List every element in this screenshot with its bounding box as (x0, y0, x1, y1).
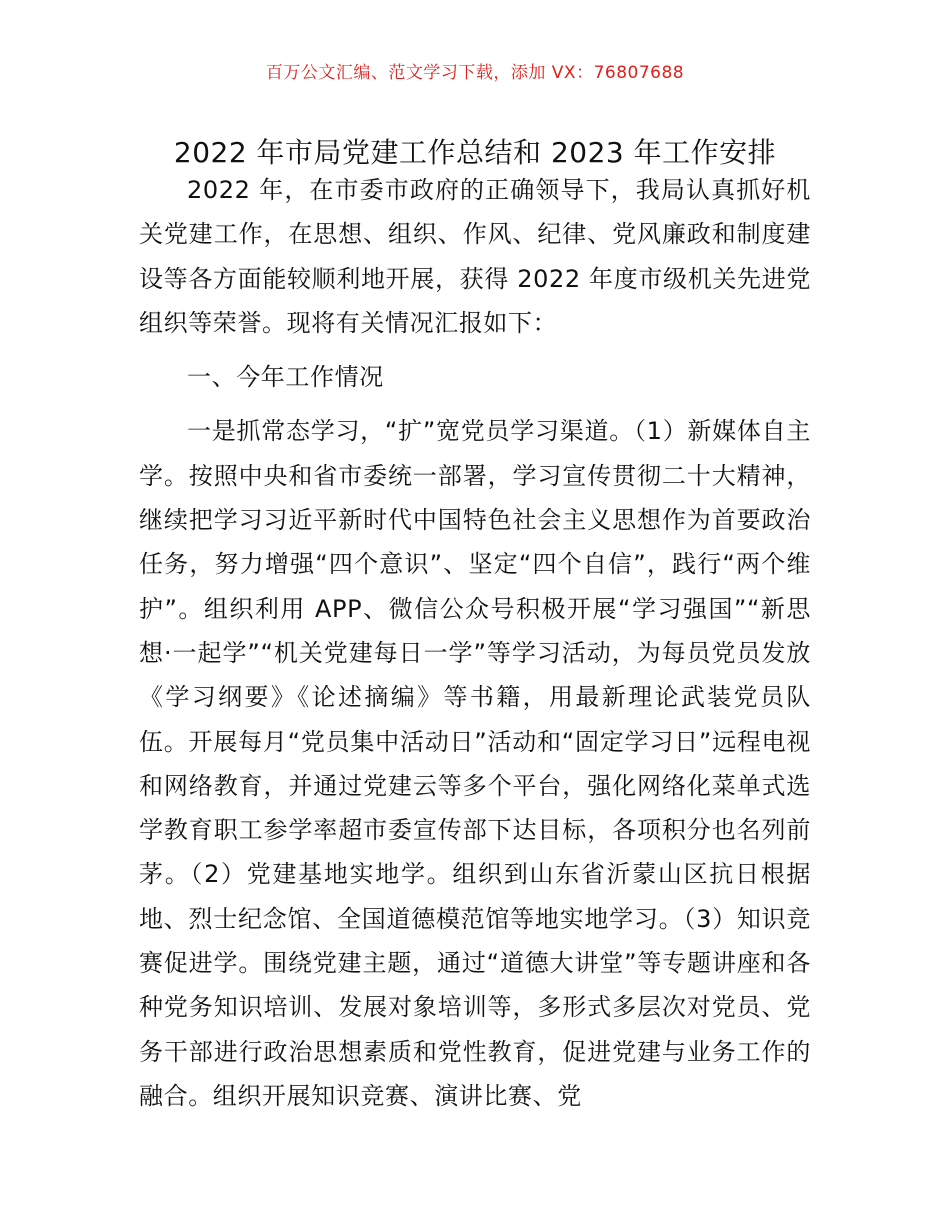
document-title: 2022 年市局党建工作总结和 2023 年工作安排 (173, 135, 777, 169)
section-heading: 一、今年工作情况 (187, 363, 384, 392)
promo-header-note: 百万公文汇编、范文学习下载，添加 VX：76807688 (265, 63, 685, 83)
document-body (139, 168, 811, 1118)
intro-paragraph: 2022 年，在市委市政府的正确领导下，我局认真抓好机关党建工作，在思想、组织、作风、纪律、党风廉政和制度建设等各方面能较顺利地开展，获得 2022 年度市级机关先进党组织等荣誉。现将有关情况汇报如下： (139, 176, 811, 337)
body-paragraph: 一是抓常态学习，“扩”宽党员学习渠道。（1）新媒体自主学。按照中央和省市委统一部署，学习宣传贯彻二十大精神，继续把学习习近平新时代中国特色社会主义思想作为首要政治任务，努力增强“四个意识”、坚定“四个自信”，践行“两个维护”。组织利用 APP、微信公众号积极开展“学习强国”“新思想·一起学”“机关党建每日一学”等学习活动，为每员党员发放《学习纲要》《论述摘编》等书籍，用最新理论武装党员队伍。开展每月“党员集中活动日”活动和“固定学习日”远程电视和网络教育，并通过党建云等多个平台，强化网络化菜单式选学教育职工参学率超市委宣传部下达目标，各项积分也名列前茅。（2）党建基地实地学。组织到山东省沂蒙山区抗日根据地、烈士纪念馆、全国道德模范馆等地实地学习。（3）知识竞赛促进学。围绕党建主题，通过“道德大讲堂”等专题讲座和各种党务知识培训、发展对象培训等，多形式多层次对党员、党务干部进行政治思想素质和党性教育，促进党建与业务工作的融合。组织开展知识竞赛、演讲比赛、党 (139, 417, 811, 1110)
